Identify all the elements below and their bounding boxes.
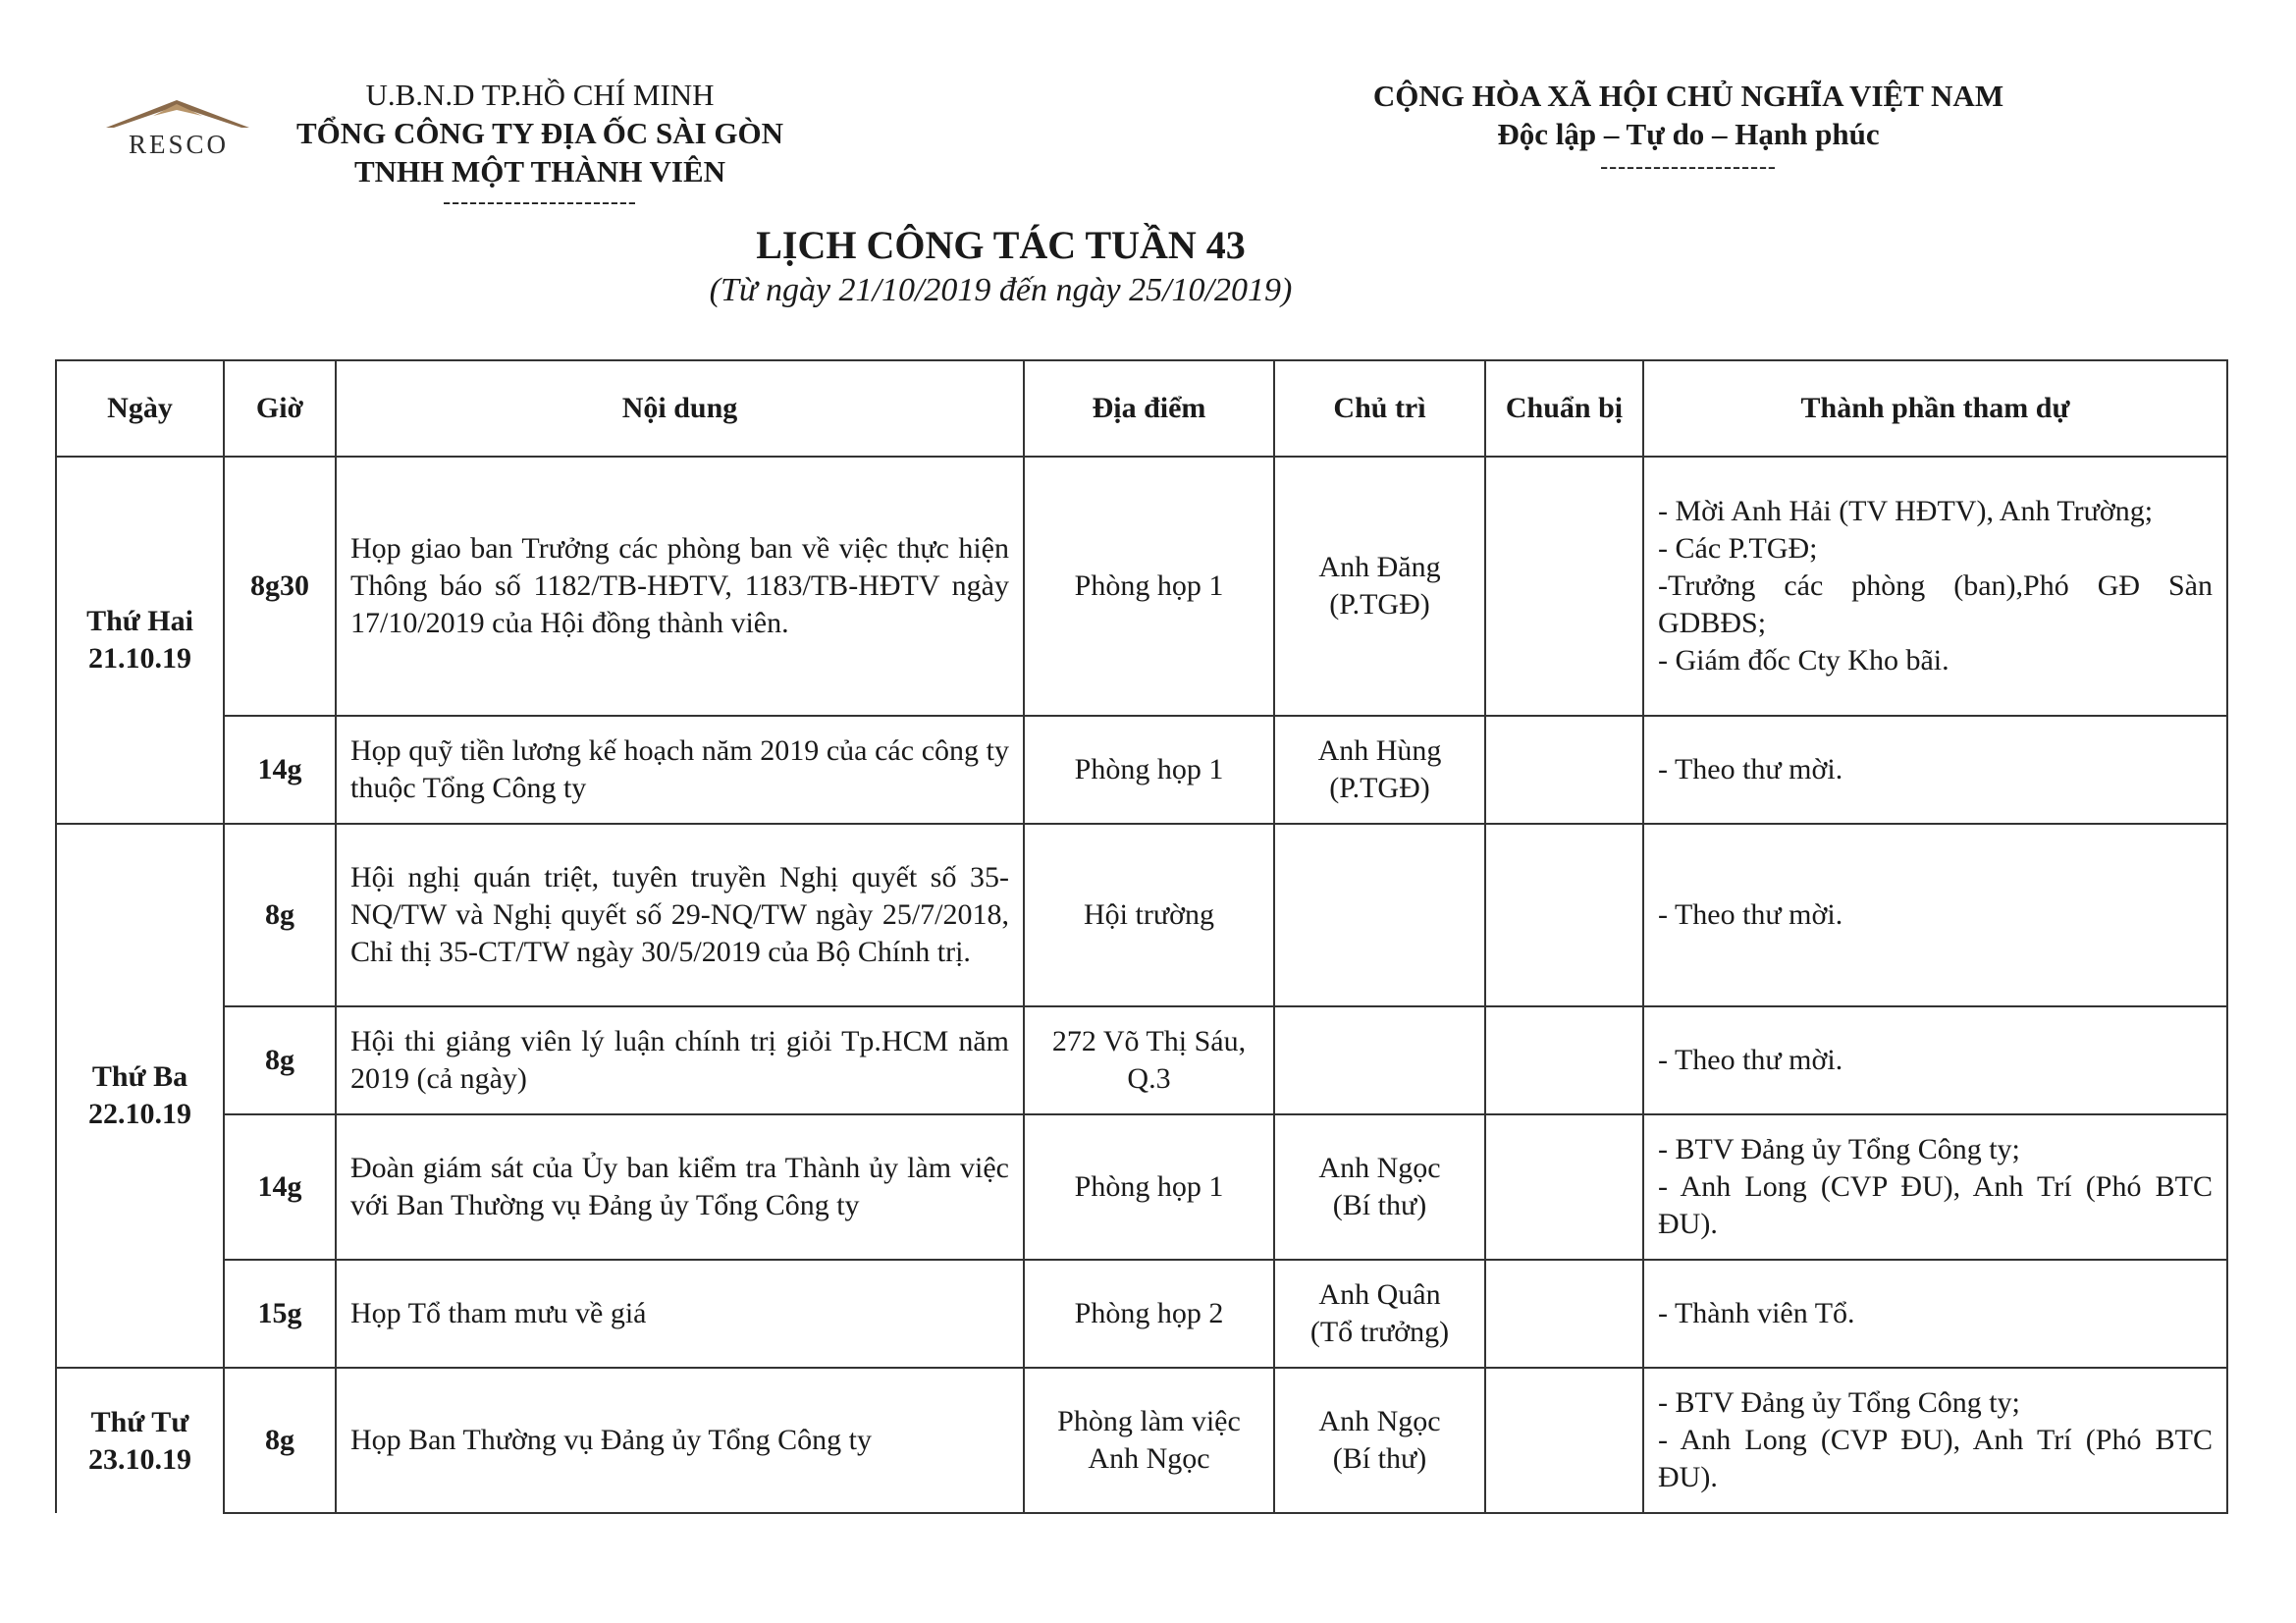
header-host: Chủ trì xyxy=(1274,360,1485,457)
host-cell xyxy=(1274,824,1485,1006)
prep-cell xyxy=(1485,457,1643,716)
host-name: Anh Ngọc xyxy=(1318,1405,1441,1437)
host-name: Anh Đăng xyxy=(1318,551,1441,583)
host-name: Anh Hùng xyxy=(1317,734,1442,767)
place-cell: 272 Võ Thị Sáu, Q.3 xyxy=(1024,1006,1274,1114)
header-content: Nội dung xyxy=(336,360,1024,457)
time-cell: 14g xyxy=(224,1114,336,1260)
host-name: Anh Ngọc xyxy=(1318,1152,1441,1184)
time-cell: 8g xyxy=(224,824,336,1006)
logo-text: RESCO xyxy=(128,130,230,159)
attendee-line: - Mời Anh Hải (TV HĐTV), Anh Trường; xyxy=(1658,495,2154,527)
content-cell: Đoàn giám sát của Ủy ban kiểm tra Thành ủy làm việc với Ban Thường vụ Đảng ủy Tổng Công ty xyxy=(336,1114,1024,1260)
attendee-line: - Theo thư mời. xyxy=(1658,1044,1843,1076)
time-cell: 15g xyxy=(224,1260,336,1368)
header-time: Giờ xyxy=(224,360,336,457)
content-cell: Họp quỹ tiền lương kế hoạch năm 2019 của các công ty thuộc Tổng Công ty xyxy=(336,716,1024,824)
organization-header xyxy=(265,77,815,214)
attendee-line: - BTV Đảng ủy Tổng Công ty; xyxy=(1658,1386,2020,1419)
day-date: 22.10.19 xyxy=(88,1098,191,1130)
country-name: CỘNG HÒA XÃ HỘI CHỦ NGHĨA VIỆT NAM xyxy=(1372,79,2004,113)
schedule-table xyxy=(55,359,2228,1514)
attend-cell xyxy=(1643,1368,2227,1513)
resco-logo xyxy=(94,94,259,163)
content-cell: Hội nghị quán triệt, tuyên truyền Nghị quyết số 35-NQ/TW và Nghị quyết số 29-NQ/TW ngày 25/7/2018, Chỉ thị 35-CT/TW ngày 30/5/2019 của Bộ Chính trị. xyxy=(336,824,1024,1006)
time-cell: 8g30 xyxy=(224,457,336,716)
attendee-line: - Anh Long (CVP ĐU), Anh Trí (Phó BTC ĐU). xyxy=(1658,1424,2213,1493)
attendee-line: - Các P.TGĐ; xyxy=(1658,532,1818,565)
attendee-line: - Anh Long (CVP ĐU), Anh Trí (Phó BTC ĐU). xyxy=(1658,1170,2213,1240)
attendee-line: - BTV Đảng ủy Tổng Công ty; xyxy=(1658,1133,2020,1165)
prep-cell xyxy=(1485,824,1643,1006)
content-cell: Họp giao ban Trưởng các phòng ban về việc thực hiện Thông báo số 1182/TB-HĐTV, 1183/TB-HĐTV ngày 17/10/2019 của Hội đồng thành viên. xyxy=(336,457,1024,716)
place-cell: Phòng họp 1 xyxy=(1024,716,1274,824)
attendee-line: - Theo thư mời. xyxy=(1658,898,1843,931)
prep-cell xyxy=(1485,1114,1643,1260)
table-row xyxy=(56,457,2227,716)
authority-name: U.B.N.D TP.HỒ CHÍ MINH xyxy=(365,78,715,112)
header-attend: Thành phần tham dự xyxy=(1643,360,2227,457)
day-cell xyxy=(56,1368,224,1513)
host-cell xyxy=(1274,1260,1485,1368)
host-title: (Bí thư) xyxy=(1332,1189,1427,1221)
attendee-line: - Thành viên Tổ. xyxy=(1658,1297,1855,1329)
roof-icon xyxy=(94,94,259,134)
attend-cell xyxy=(1643,824,2227,1006)
host-cell xyxy=(1274,1114,1485,1260)
host-title: (Tổ trưởng) xyxy=(1309,1316,1450,1348)
attend-cell xyxy=(1643,457,2227,716)
host-title: (P.TGĐ) xyxy=(1329,588,1430,621)
attend-cell xyxy=(1643,1114,2227,1260)
time-cell: 14g xyxy=(224,716,336,824)
day-name: Thứ Tư xyxy=(90,1405,189,1438)
host-cell xyxy=(1274,716,1485,824)
table-row xyxy=(56,716,2227,824)
prep-cell xyxy=(1485,716,1643,824)
header-day: Ngày xyxy=(56,360,224,457)
host-cell xyxy=(1274,457,1485,716)
day-name: Thứ Ba xyxy=(91,1060,188,1093)
table-header-row xyxy=(56,360,2227,457)
header-place: Địa điểm xyxy=(1024,360,1274,457)
title-block xyxy=(0,222,2149,312)
prep-cell xyxy=(1485,1368,1643,1513)
national-motto: Độc lập – Tự do – Hạnh phúc xyxy=(1497,117,1880,151)
header-divider: -------------------- xyxy=(1600,154,1777,180)
table-row xyxy=(56,1260,2227,1368)
day-date: 23.10.19 xyxy=(88,1442,191,1476)
header-prep: Chuẩn bị xyxy=(1485,360,1643,457)
day-cell xyxy=(56,457,224,824)
place-cell: Phòng họp 2 xyxy=(1024,1260,1274,1368)
day-name: Thứ Hai xyxy=(86,605,193,637)
place-cell: Phòng làm việc Anh Ngọc xyxy=(1024,1368,1274,1513)
attendee-line: - Theo thư mời. xyxy=(1658,753,1843,785)
company-type: TNHH MỘT THÀNH VIÊN xyxy=(353,154,726,189)
table-row xyxy=(56,824,2227,1006)
time-cell: 8g xyxy=(224,1368,336,1513)
time-cell: 8g xyxy=(224,1006,336,1114)
attendee-line: - Giám đốc Cty Kho bãi. xyxy=(1658,644,1949,676)
host-cell xyxy=(1274,1006,1485,1114)
table-row xyxy=(56,1368,2227,1513)
host-title: (Bí thư) xyxy=(1332,1442,1427,1475)
attend-cell xyxy=(1643,1260,2227,1368)
attend-cell xyxy=(1643,1006,2227,1114)
place-cell: Hội trường xyxy=(1024,824,1274,1006)
day-cell xyxy=(56,824,224,1368)
place-cell: Phòng họp 1 xyxy=(1024,457,1274,716)
company-name: TỔNG CÔNG TY ĐỊA ỐC SÀI GÒN xyxy=(295,116,784,150)
content-cell: Hội thi giảng viên lý luận chính trị giỏi Tp.HCM năm 2019 (cả ngày) xyxy=(336,1006,1024,1114)
attend-cell xyxy=(1643,716,2227,824)
prep-cell xyxy=(1485,1006,1643,1114)
table-row xyxy=(56,1006,2227,1114)
page-title: LỊCH CÔNG TÁC TUẦN 43 xyxy=(756,223,1246,267)
content-cell: Họp Tổ tham mưu về giá xyxy=(336,1260,1024,1368)
national-header xyxy=(1306,77,2071,181)
prep-cell xyxy=(1485,1260,1643,1368)
host-cell xyxy=(1274,1368,1485,1513)
page-subtitle: (Từ ngày 21/10/2019 đến ngày 25/10/2019) xyxy=(709,272,1293,308)
content-cell: Họp Ban Thường vụ Đảng ủy Tổng Công ty xyxy=(336,1368,1024,1513)
host-title: (P.TGĐ) xyxy=(1329,772,1430,804)
day-date: 21.10.19 xyxy=(88,642,191,675)
table-row xyxy=(56,1114,2227,1260)
attendee-line: -Trưởng các phòng (ban),Phó GĐ Sàn GDBĐS; xyxy=(1658,569,2213,639)
header-divider: ---------------------- xyxy=(443,189,637,215)
host-name: Anh Quân xyxy=(1318,1278,1441,1311)
place-cell: Phòng họp 1 xyxy=(1024,1114,1274,1260)
